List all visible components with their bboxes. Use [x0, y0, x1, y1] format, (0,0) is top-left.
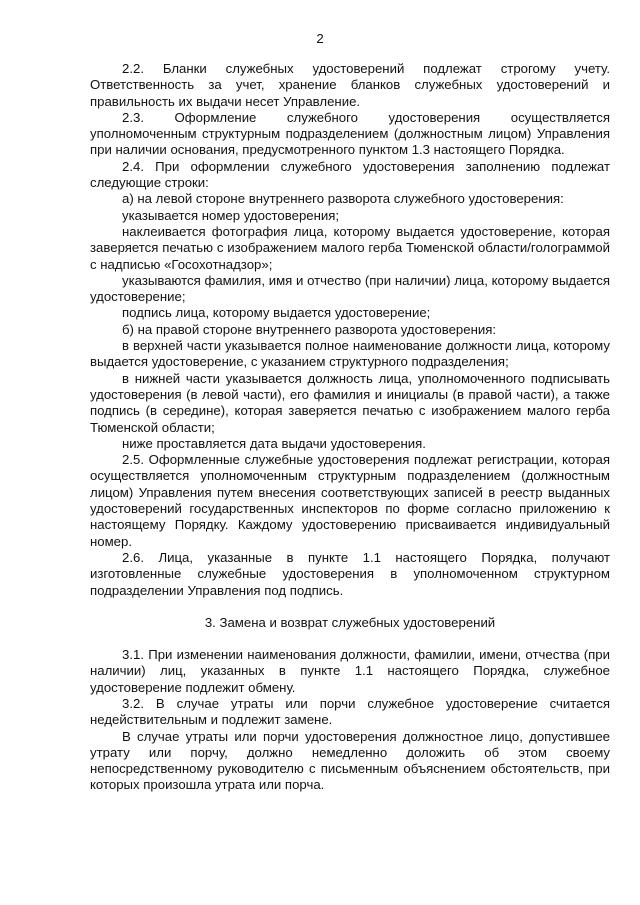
paragraph-2-3: 2.3. Оформление служебного удостоверения осуществляется уполномоченным структурным подразделением (должностным лицом) Управления при наличии основания, предусмотренного пунктом 1.3 настоящего Порядка.: [90, 109, 610, 158]
paragraph-3-2: 3.2. В случае утраты или порчи служебное удостоверение считается недействительным и подлежит замене.: [90, 695, 610, 728]
paragraph-3-1: 3.1. При изменении наименования должности, фамилии, имени, отчества (при наличии) лиц, указанных в пункте 1.1 настоящего Порядка, служебное удостоверение подлежит обмену.: [90, 647, 610, 695]
paragraph-2-6: 2.6. Лица, указанные в пункте 1.1 настоящего Порядка, получают изготовленные служебные удостоверения в уполномоченном структурном подразделении Управления под подпись.: [90, 549, 610, 598]
paragraph-2-4: 2.4. При оформлении служебного удостоверения заполнению подлежат следующие строки:: [90, 158, 610, 191]
paragraph-name-line: указываются фамилия, имя и отчество (при наличии) лица, которому выдается удостоверение;: [90, 272, 610, 305]
paragraph-2-2: 2.2. Бланки служебных удостоверений подлежат строгому учету. Ответственность за учет, хранение бланков служебных удостоверений и правильность их выдачи несет Управление.: [90, 61, 610, 109]
paragraph-photo-line: наклеивается фотография лица, которому выдается удостоверение, которая заверяется печатью с изображением малого герба Тюменской области/голограммой с надписью «Госохотнадзор»;: [90, 223, 610, 272]
paragraph-signature-line: подпись лица, которому выдается удостоверение;: [122, 305, 431, 321]
paragraph-left-side-heading: а) на левой стороне внутреннего разворота служебного удостоверения:: [122, 191, 564, 207]
document-body: [90, 61, 610, 794]
paragraph-2-5: 2.5. Оформленные служебные удостоверения подлежат регистрации, которая осуществляется уполномоченным структурным подразделением (должностным лицом) Управления путем внесения соответствующих записей в реестр выданных удостоверений государственных инспекторов по форме согласно приложению к настоящему Порядку. Каждому удостоверению присваивается индивидуальный номер.: [90, 452, 610, 549]
paragraph-number-line: указывается номер удостоверения;: [122, 207, 340, 223]
section-heading: 3. Замена и возврат служебных удостоверений: [204, 614, 496, 630]
page-number: 2: [316, 31, 324, 46]
paragraph-loss-procedure: В случае утраты или порчи удостоверения должностное лицо, допустившее утрату или порчу, должно немедленно доложить об этом своему непосредственному руководителю с письменным объяснением обстоятельств, при которых произошла утрата или порча.: [90, 728, 610, 793]
paragraph-date-line: ниже проставляется дата выдачи удостоверения.: [122, 435, 426, 451]
paragraph-bottom-part: в нижней части указывается должность лица, уполномоченного подписывать удостоверения (в левой части), его фамилия и инициалы (в правой части), а также подпись (в середине), которая заверяется печатью с изображением малого герба Тюменской области;: [90, 370, 610, 435]
paragraph-top-part: в верхней части указывается полное наименование должности лица, которому выдается удостоверение, с указанием структурного подразделения;: [90, 338, 610, 370]
paragraph-right-side-heading: б) на правой стороне внутреннего разворота удостоверения:: [122, 321, 497, 337]
